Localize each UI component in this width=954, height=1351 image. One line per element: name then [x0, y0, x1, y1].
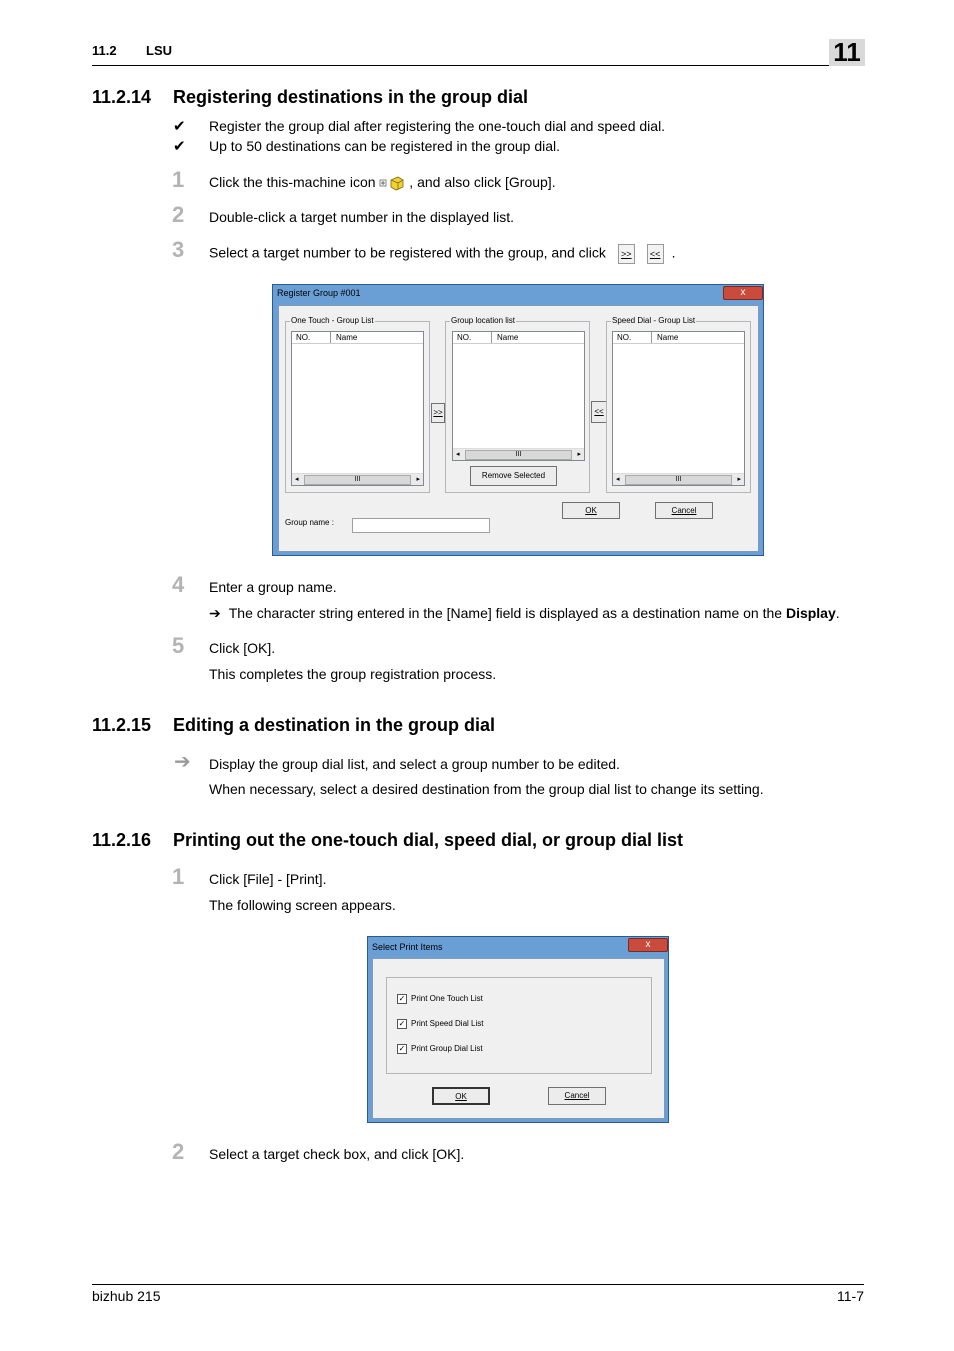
- speed-dial-list[interactable]: [612, 331, 745, 486]
- footer-product: bizhub 215: [92, 1288, 161, 1304]
- this-machine-icon: [379, 175, 405, 191]
- horizontal-scrollbar[interactable]: [292, 473, 423, 485]
- step-number: 1: [172, 167, 185, 192]
- step-number: 2: [172, 1139, 185, 1164]
- list-header: [453, 332, 584, 344]
- arrow-icon: ➔: [174, 751, 191, 773]
- step-text: [209, 174, 556, 191]
- check-icon: ✔: [173, 118, 186, 135]
- add-button-icon: >>: [618, 244, 635, 264]
- step-number: 3: [172, 237, 185, 262]
- step-text-part: Click the this-machine icon: [209, 174, 376, 190]
- cancel-button[interactable]: Cancel: [548, 1087, 606, 1105]
- select-print-items-dialog: [367, 936, 669, 1123]
- note-text: The character string entered in the [Name] field is displayed as a destination name on the: [228, 605, 786, 621]
- col-name[interactable]: Name: [657, 333, 679, 342]
- group-location-list[interactable]: [452, 331, 585, 461]
- cancel-button[interactable]: Cancel: [655, 502, 713, 519]
- register-group-dialog: [272, 284, 764, 556]
- group-box-label: One Touch - Group List: [291, 316, 374, 325]
- scroll-left-icon[interactable]: ◂: [295, 476, 299, 483]
- section-title: Registering destinations in the group dial: [173, 87, 529, 107]
- scroll-thumb[interactable]: III: [304, 475, 411, 485]
- step-text: Enter a group name.: [209, 579, 337, 595]
- check-icon: ✔: [173, 138, 186, 155]
- section-title: Editing a destination in the group dial: [173, 715, 495, 735]
- col-no[interactable]: NO.: [617, 333, 632, 342]
- section-number: 11.2.15: [92, 715, 152, 735]
- group-name-label: Group name :: [285, 518, 334, 527]
- header-section-title: LSU: [146, 43, 172, 58]
- group-location-box: [445, 316, 590, 493]
- list-header: [613, 332, 744, 344]
- checkbox-print-one-touch[interactable]: ✓: [398, 994, 406, 1003]
- checkbox-label[interactable]: Print Speed Dial List: [411, 1019, 484, 1028]
- col-no[interactable]: NO.: [296, 333, 311, 342]
- group-name-input[interactable]: [352, 518, 490, 533]
- scroll-thumb[interactable]: III: [465, 450, 572, 460]
- body-text: When necessary, select a desired destination from the group dial list to change its setting.: [209, 781, 764, 797]
- dialog-title: Select Print Items: [372, 942, 443, 952]
- group-box-label: Group location list: [451, 316, 516, 325]
- col-no[interactable]: NO.: [457, 333, 472, 342]
- step-text: Select a target check box, and click [OK].: [209, 1146, 465, 1162]
- step-text-part: , and also click [Group].: [409, 174, 556, 190]
- section-heading-11-2-16: [92, 830, 683, 851]
- running-header: [92, 43, 172, 58]
- checkbox-print-speed-dial[interactable]: ✓: [398, 1019, 406, 1028]
- remove-selected-button[interactable]: Remove Selected: [470, 466, 557, 486]
- step-text-end: .: [671, 244, 676, 261]
- note-bold-term: Display: [785, 605, 836, 621]
- checkbox-print-group-dial[interactable]: ✓: [398, 1044, 406, 1053]
- note-end: .: [835, 605, 840, 621]
- step-number: 1: [172, 864, 185, 889]
- close-icon[interactable]: x: [628, 938, 668, 952]
- speed-dial-group-box: [606, 316, 751, 493]
- one-touch-group-box: [285, 316, 430, 493]
- ok-button[interactable]: OK: [562, 502, 620, 519]
- group-box-label: Speed Dial - Group List: [612, 316, 696, 325]
- horizontal-scrollbar[interactable]: [613, 473, 744, 485]
- checkbox-label[interactable]: Print Group Dial List: [411, 1044, 483, 1053]
- column-divider: [651, 332, 652, 343]
- remove-from-group-button[interactable]: <<: [591, 401, 607, 423]
- body-text: Display the group dial list, and select a group number to be edited.: [209, 756, 620, 772]
- col-name[interactable]: Name: [336, 333, 358, 342]
- step-text: Click [File] - [Print].: [209, 871, 327, 887]
- scroll-left-icon[interactable]: ◂: [456, 451, 460, 458]
- ok-button[interactable]: OK: [432, 1087, 490, 1105]
- scroll-right-icon[interactable]: ▸: [737, 476, 741, 483]
- section-heading-11-2-14: [92, 87, 528, 108]
- footer-rule: [92, 1284, 864, 1285]
- step-number: 2: [172, 202, 185, 227]
- section-title: Printing out the one-touch dial, speed dial, or group dial list: [173, 830, 684, 850]
- checkbox-label[interactable]: Print One Touch List: [411, 994, 483, 1003]
- close-icon[interactable]: x: [723, 286, 763, 300]
- note-arrow-icon: ➔: [209, 605, 221, 621]
- scroll-right-icon[interactable]: ▸: [416, 476, 420, 483]
- column-divider: [491, 332, 492, 343]
- step-text: Double-click a target number in the displayed list.: [209, 209, 515, 225]
- one-touch-list[interactable]: [291, 331, 424, 486]
- step-text-part: Select a target number to be registered with the group, and click: [209, 244, 606, 261]
- section-heading-11-2-15: [92, 715, 495, 736]
- scroll-left-icon[interactable]: ◂: [616, 476, 620, 483]
- header-rule: [92, 65, 864, 66]
- bullet-1: Register the group dial after registering the one-touch dial and speed dial.: [209, 118, 666, 134]
- add-to-group-button[interactable]: >>: [431, 403, 445, 423]
- step-note: [209, 605, 840, 622]
- bullet-2: Up to 50 destinations can be registered in the group dial.: [209, 138, 561, 154]
- step-result: This completes the group registration process.: [209, 666, 497, 682]
- header-section-number: 11.2: [92, 43, 117, 58]
- remove-button-icon: <<: [647, 244, 664, 264]
- dialog-client: [278, 305, 759, 552]
- column-divider: [330, 332, 331, 343]
- section-number: 11.2.16: [92, 830, 152, 850]
- step-text: [209, 244, 675, 264]
- footer-page-number: 11-7: [837, 1288, 864, 1304]
- dialog-client: [372, 958, 665, 1119]
- step-number: 4: [172, 572, 185, 597]
- scroll-right-icon[interactable]: ▸: [577, 451, 581, 458]
- list-header: [292, 332, 423, 344]
- horizontal-scrollbar[interactable]: [453, 448, 584, 460]
- step-result: The following screen appears.: [209, 897, 396, 913]
- print-items-group: [386, 977, 652, 1074]
- section-number: 11.2.14: [92, 87, 152, 107]
- chapter-number: 11: [833, 37, 861, 67]
- step-number: 5: [172, 633, 185, 658]
- scroll-thumb[interactable]: III: [625, 475, 732, 485]
- dialog-title: Register Group #001: [277, 288, 361, 298]
- col-name[interactable]: Name: [497, 333, 519, 342]
- step-text: Click [OK].: [209, 640, 276, 656]
